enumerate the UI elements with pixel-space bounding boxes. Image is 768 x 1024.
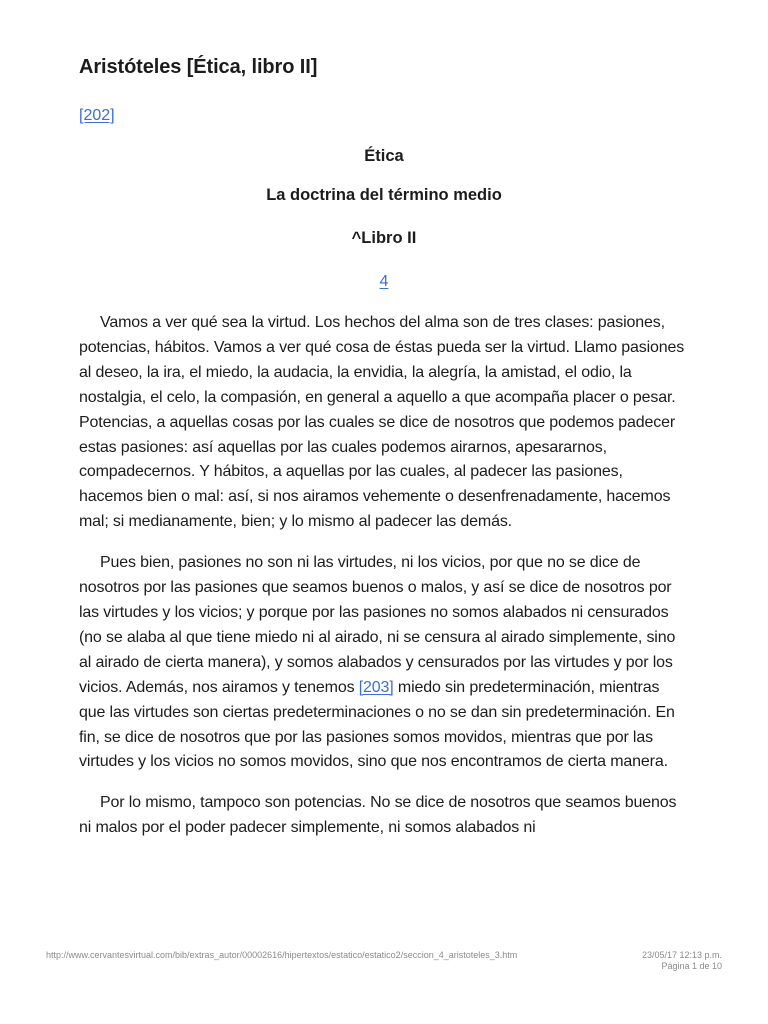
book-heading: ^Libro II (351, 229, 417, 247)
work-title: Ética (364, 147, 404, 165)
footer-url: http://www.cervantesvirtual.com/bib/extras_autor/00002616/hipertextos/estatico/estatico2/seccion_4_aristoteles_3.htm (46, 950, 518, 960)
reference-link-203[interactable]: [203] (358, 678, 394, 696)
paragraph-2-text-start: Pues bien, pasiones no son ni las virtudes, ni los vicios, por que no se dice de nosotros por las pasiones que seamos buenos o malos, y así se dice de nosotros por las virtudes y los vicios; y porque por las pasiones no somos alabados ni censurados (no se alaba al que tiene miedo ni al airado, ni se censura al airado simplemente, sino al airado de cierta manera), y somos alabados y censurados por las virtudes y por los vicios. Además, nos airamos y tenemos (79, 554, 676, 696)
paragraph-2 (79, 551, 689, 775)
page-title: Aristóteles [Ética, libro II] (79, 56, 318, 78)
reference-link-202[interactable]: [202] (79, 107, 115, 124)
footer-datetime: 23/05/17 12:13 p.m. (641, 950, 722, 960)
section-title: La doctrina del término medio (266, 186, 502, 204)
paragraph-3: Por lo mismo, tampoco son potencias. No se dice de nosotros que seamos buenos ni malos por el poder padecer simplemente, ni somos alabados ni (79, 794, 677, 837)
paragraph-1: Vamos a ver qué sea la virtud. Los hechos del alma son de tres clases: pasiones, potencias, hábitos. Vamos a ver qué cosa de éstas pueda ser la virtud. Llamo pasiones al deseo, la ira, el miedo, la audacia, la envidia, la alegría, la amistad, el odio, la nostalgia, el celo, la compasión, en general a aquello a que acompaña placer o pesar. Potencias, a aquellas cosas por las cuales se dice de nosotros que podemos padecer estas pasiones: así aquellas por las cuales podemos airarnos, apesararnos, compadecernos. Y hábitos, a aquellas por las cuales, al padecer las pasiones, hacemos bien o mal: así, si nos airamos vehemente o desenfrenadamente, hacemos mal; si medianamente, bien; y lo mismo al padecer las demás. (79, 314, 685, 531)
paragraph-2-text-end: miedo sin predeterminación, mientras que las virtudes son ciertas predeterminaciones o no se dan sin predeterminación. En fin, se dice de nosotros que por las pasiones somos movidos, mientras que por las virtudes y los vicios no somos movidos, sino que nos encontramos de cierta manera. (79, 678, 675, 771)
body-text (79, 311, 689, 857)
section-number (0, 273, 768, 291)
footer-page-number: Página 1 de 10 (661, 961, 722, 971)
footer-info (642, 950, 722, 972)
section-number-link[interactable]: 4 (379, 273, 389, 290)
